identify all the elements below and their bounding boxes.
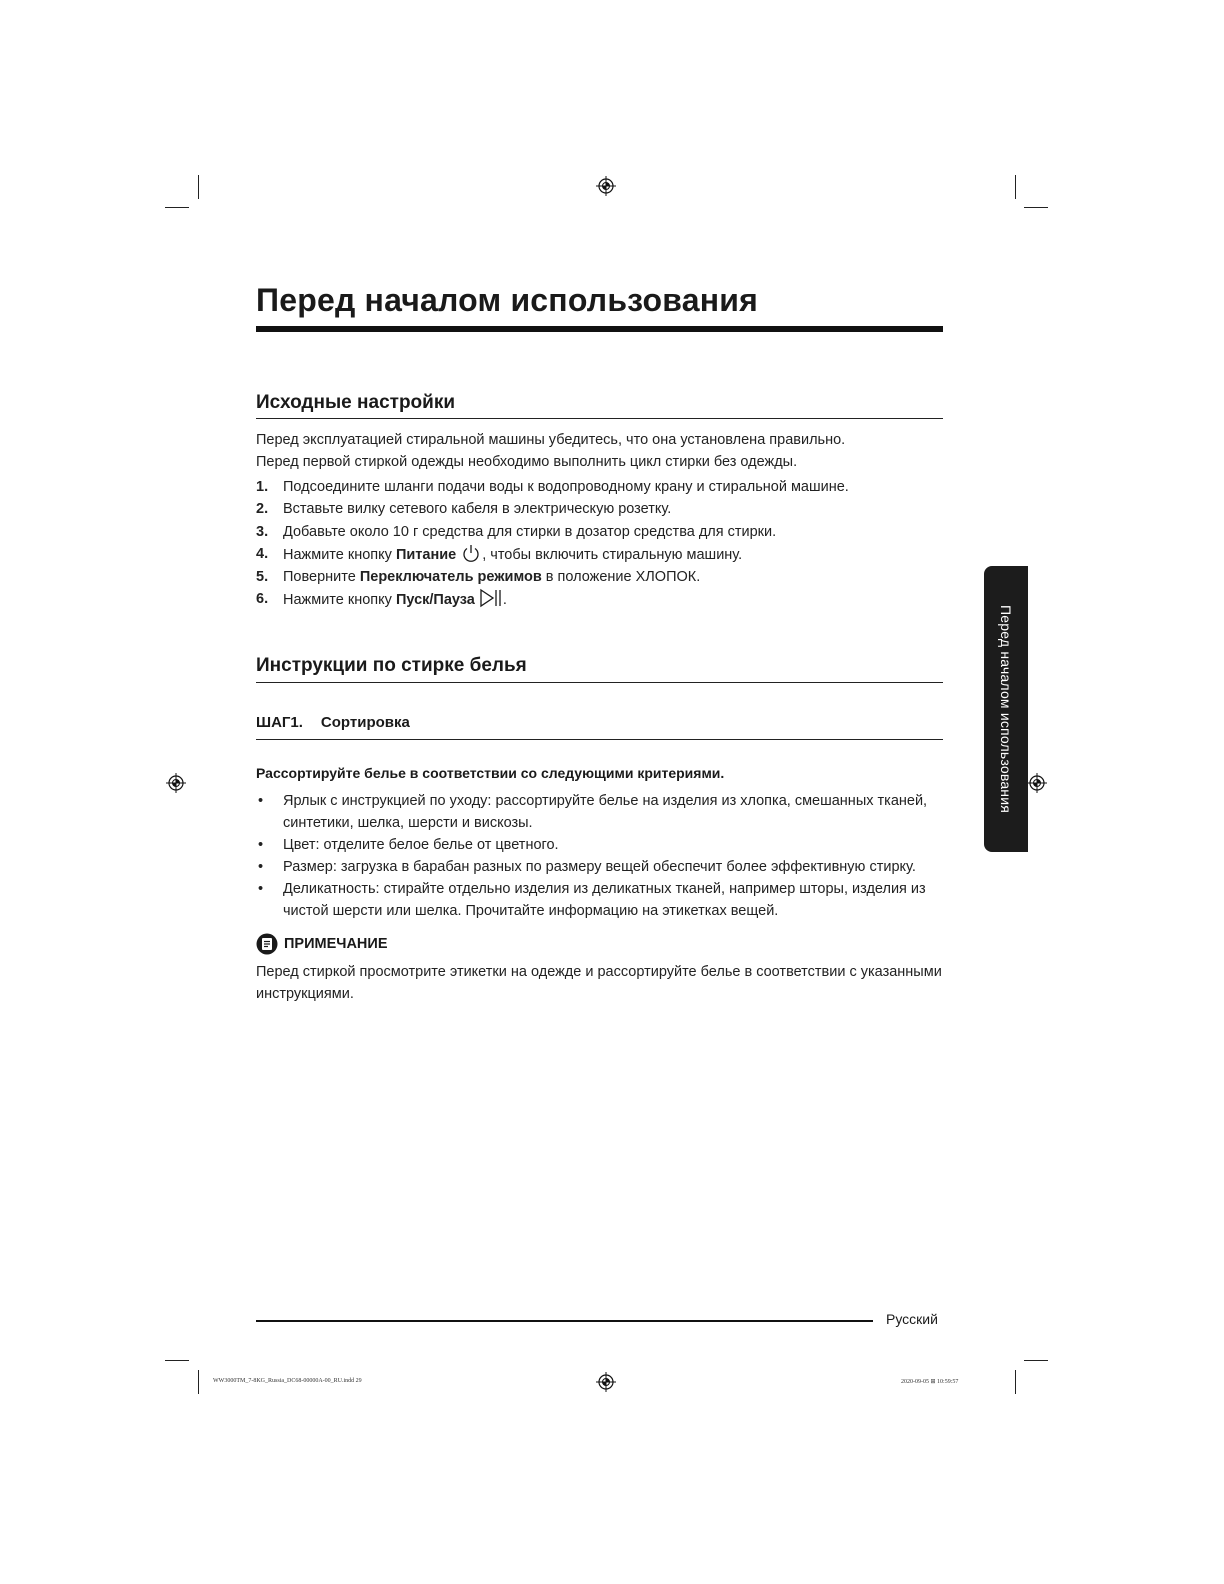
step-text: Нажмите кнопку <box>283 591 396 608</box>
print-datetime: 2020-09-05 ⊞ 10:59:57 <box>901 1379 959 1385</box>
sorting-criteria-list <box>256 790 946 922</box>
step-number: 4. <box>256 546 269 563</box>
section-rule <box>256 682 943 683</box>
step-name: Сортировка <box>320 714 410 731</box>
step-rule <box>256 739 943 740</box>
step-text: . <box>502 591 507 608</box>
step-number: 2. <box>256 501 269 518</box>
section-rule <box>256 418 943 419</box>
crop-mark-top-right-h <box>1024 207 1048 208</box>
step-number: 1. <box>256 479 269 495</box>
bullet-text: Цвет: отделите белое белье от цветного. <box>283 837 559 853</box>
registration-mark-icon <box>596 1372 616 1392</box>
crop-mark-top-left-v <box>198 175 199 199</box>
list-item <box>256 498 946 520</box>
bullet-icon: • <box>258 837 264 853</box>
step-text: в положение ХЛОПОК. <box>541 568 701 585</box>
step-text: Добавьте около 10 г средства для стирки в дозатор средства для стирки. <box>283 523 777 540</box>
registration-mark-icon <box>1027 773 1047 793</box>
crop-mark-top-left-h <box>165 207 189 208</box>
step-heading <box>256 714 410 731</box>
bullet-icon: • <box>258 793 264 809</box>
footer-rule <box>256 1320 873 1322</box>
step-text: , чтобы включить стиральную машину. <box>482 547 743 564</box>
bullet-icon: • <box>258 881 264 897</box>
chapter-side-tab-label: Перед началом использования <box>998 604 1014 814</box>
footer-language: Русский <box>886 1311 938 1327</box>
power-button-label: Питание <box>395 547 457 564</box>
note-label: ПРИМЕЧАНИЕ <box>284 936 388 952</box>
intro-line: Перед первой стиркой одежды необходимо выполнить цикл стирки без одежды. <box>256 454 798 470</box>
list-item <box>256 566 946 588</box>
note-heading <box>256 933 388 955</box>
crop-mark-bottom-left-h <box>165 1360 189 1361</box>
step-text: Нажмите кнопку <box>283 547 396 564</box>
start-pause-label: Пуск/Пауза <box>395 591 475 608</box>
note-icon <box>256 933 278 955</box>
list-item <box>256 476 946 498</box>
list-item <box>256 878 946 922</box>
crop-mark-top-right-v <box>1015 175 1016 199</box>
step-label: ШАГ1. <box>256 714 303 731</box>
step-number: 6. <box>256 590 269 607</box>
bullet-text: Деликатность: стирайте отдельно изделия из деликатных тканей, например шторы, изделия из чистой шерсти или шелка. Прочитайте информацию на этикетках вещей. <box>283 881 926 919</box>
step-text: Подсоедините шланги подачи воды к водопроводному крану и стиральной машине. <box>283 479 849 495</box>
step-number: 3. <box>256 523 269 540</box>
print-file-info: WW3000TM_7-8KG_Russia_DC68-00000A-00_RU.indd 29 <box>213 1378 362 1384</box>
intro-line: Перед эксплуатацией стиральной машины убедитесь, что она установлена правильно. <box>256 432 846 448</box>
section-title-initial-settings: Исходные настройки <box>256 392 456 413</box>
list-item <box>256 588 946 610</box>
crop-mark-bottom-right-v <box>1015 1370 1016 1394</box>
chapter-side-tab <box>984 566 1028 852</box>
list-item <box>256 521 946 543</box>
setup-steps-list <box>256 476 946 610</box>
list-item <box>256 543 946 565</box>
step-text: Вставьте вилку сетевого кабеля в электрическую розетку. <box>283 501 672 518</box>
crop-mark-bottom-right-h <box>1024 1360 1048 1361</box>
list-item <box>256 856 946 878</box>
intro-paragraph <box>256 429 946 473</box>
crop-mark-bottom-left-v <box>198 1370 199 1394</box>
registration-mark-icon <box>596 176 616 196</box>
step-number: 5. <box>256 568 269 585</box>
bullet-text: Ярлык с инструкцией по уходу: рассортируйте белье на изделия из хлопка, смешанных тканей, синтетики, шелка, шерсти и вискозы. <box>283 793 928 831</box>
list-item <box>256 834 946 856</box>
power-icon <box>460 543 482 563</box>
section-title-washing-instructions: Инструкции по стирке белья <box>256 655 527 676</box>
bullet-text: Размер: загрузка в барабан разных по размеру вещей обеспечит более эффективную стирку. <box>283 859 916 875</box>
program-selector-label: Переключатель режимов <box>359 568 542 585</box>
step-text: Поверните <box>283 568 360 585</box>
play-pause-icon <box>479 588 503 608</box>
page-title: Перед началом использования <box>256 282 758 318</box>
list-item <box>256 790 946 834</box>
registration-mark-icon <box>166 773 186 793</box>
note-text: Перед стиркой просмотрите этикетки на одежде и рассортируйте белье в соответствии с указанными инструкциями. <box>256 964 942 1002</box>
bullet-icon: • <box>258 859 264 875</box>
title-rule <box>256 326 943 332</box>
sorting-intro: Рассортируйте белье в соответствии со следующими критериями. <box>256 765 725 781</box>
